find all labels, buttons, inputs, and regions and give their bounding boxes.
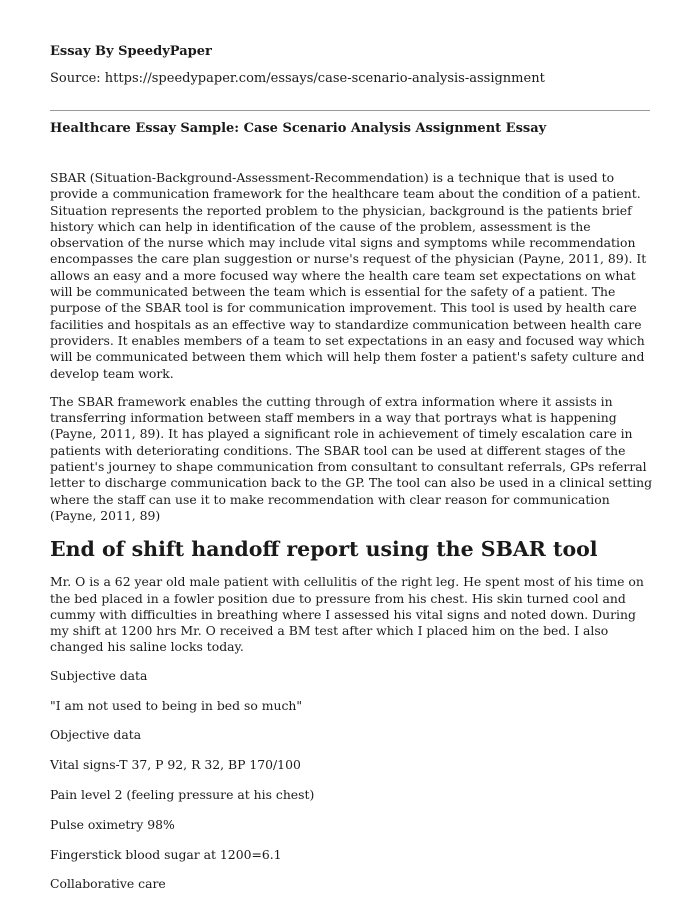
source-line: Source: https://speedypaper.com/essays/case-scenario-analysis-assignment: [50, 71, 545, 86]
pulse-oximetry-line: Pulse oximetry 98%: [50, 816, 175, 832]
body-paragraph: The SBAR framework enables the cutting through of extra information where it assists in transferring information between staff members in a way that portrays what is happening (Payne, 2011, 89). It has played a significant role in achievement of timely escalation care in patients with deteriorating conditions. The SBAR tool can be used at different stages of the patient's journey to shape communication from consultant to consultant referrals, GPs referral letter to discharge communication back to the GP. The tool can also be used in a clinical setting where the staff can use it to make recommendation with clear reason for communication (Payne, 2011, 89): [50, 393, 653, 523]
body-paragraph: SBAR (Situation-Background-Assessment-Recommendation) is a technique that is used to provide a communication framework for the healthcare team about the condition of a patient. Situation represents the reported problem to the physician, background is the patients brief history which can help in identification of the cause of the problem, assessment is the observation of the nurse which may include vital signs and symptoms while recommendation encompasses the care plan suggestion or nurse's request of the physician (Payne, 2011, 89). It allows an easy and a more focused way where the health care team set expectations on what will be communicated between the team which is essential for the safety of a patient. The purpose of the SBAR tool is for communication improvement. This tool is used by health care facilities and hospitals as an effective way to standardize communication between health care providers. It enables members of a team to set expectations in an easy and focused way which will be communicated between them which will help them foster a patient's safety culture and develop team work.: [50, 170, 647, 381]
essay-body: [50, 170, 656, 906]
blood-sugar-line: Fingerstick blood sugar at 1200=6.1: [50, 846, 282, 862]
vital-signs-line: Vital signs-T 37, P 92, R 32, BP 170/100: [50, 757, 301, 773]
essay-brand: Essay By SpeedyPaper: [50, 44, 212, 59]
subjective-data-label: Subjective data: [50, 667, 148, 683]
header-divider: [50, 110, 650, 111]
objective-data-label: Objective data: [50, 727, 142, 743]
body-paragraph: Mr. O is a 62 year old male patient with cellulitis of the right leg. He spent most of his time on the bed placed in a fowler position due to pressure from his chest. His skin turned cool and cummy with difficulties in breathing where I assessed his vital signs and noted down. During my shift at 1200 hrs Mr. O received a BM test after which I placed him on the bed. I also changed his saline locks today.: [50, 574, 644, 655]
essay-title: Healthcare Essay Sample: Case Scenario Analysis Assignment Essay: [50, 121, 547, 136]
collaborative-care-label: Collaborative care: [50, 876, 166, 892]
pain-level-line: Pain level 2 (feeling pressure at his chest): [50, 786, 315, 802]
section-heading: End of shift handoff report using the SBAR tool: [50, 537, 598, 562]
patient-quote: "I am not used to being in bed so much": [50, 697, 303, 713]
